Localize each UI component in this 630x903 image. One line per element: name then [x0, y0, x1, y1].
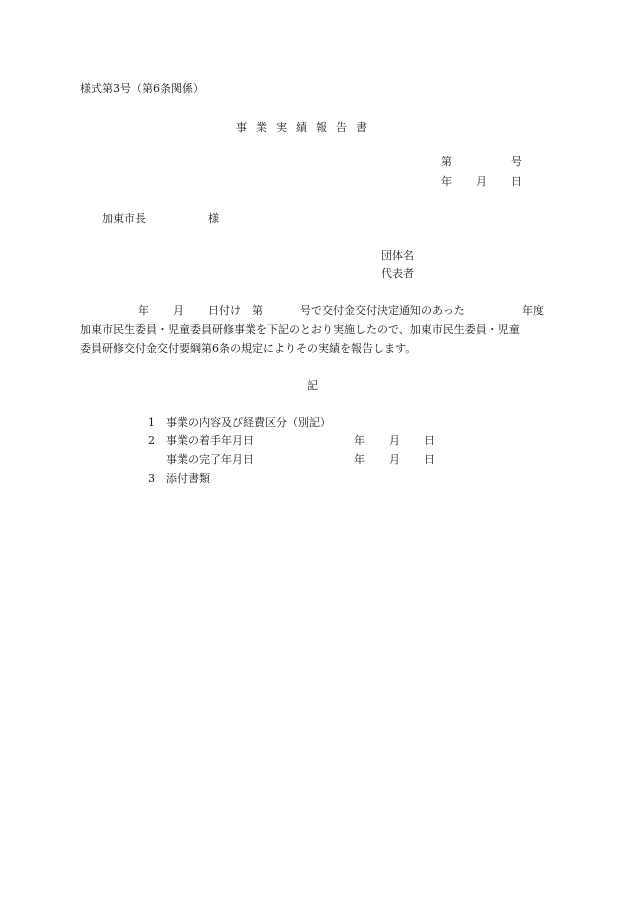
body-line-2: 加東市民生委員・児童委員研修事業を下記のとおり実施したので、加東市民生委員・児童	[80, 323, 520, 336]
title-char: 事	[236, 121, 247, 134]
sender-representative: 代表者	[381, 267, 414, 280]
date-day: 日	[511, 175, 522, 188]
item-day: 日	[424, 453, 435, 466]
addressee-name: 加東市長	[102, 212, 146, 225]
item-year: 年	[354, 453, 365, 466]
item-year: 年	[354, 434, 365, 447]
title-char: 業	[256, 121, 267, 134]
item-number: 3	[148, 472, 155, 485]
item-day: 日	[424, 434, 435, 447]
item-label: 事業の完了年月日	[166, 453, 254, 466]
body-year: 年	[138, 304, 149, 317]
title-char: 報	[316, 121, 327, 134]
sender-group: 団体名	[381, 249, 414, 262]
date-month: 月	[476, 175, 487, 188]
body-notice-text: 号で交付金交付決定通知のあった	[300, 304, 465, 317]
number-prefix: 第	[441, 155, 452, 168]
item-number: 1	[148, 416, 155, 429]
addressee-honorific: 様	[208, 212, 219, 225]
title-char: 実	[276, 121, 287, 134]
body-fiscal-year: 年度	[522, 304, 544, 317]
item-month: 月	[389, 434, 400, 447]
item-label: 事業の内容及び経費区分（別記）	[166, 416, 331, 429]
item-month: 月	[389, 453, 400, 466]
body-month: 月	[173, 304, 184, 317]
number-suffix: 号	[511, 155, 522, 168]
title-char: 告	[336, 121, 347, 134]
item-label: 添付書類	[166, 472, 210, 485]
item-number: 2	[148, 434, 155, 447]
ki-heading: 記	[307, 379, 318, 392]
document-title	[236, 121, 367, 135]
body-day-dai: 日付け 第	[208, 304, 263, 317]
item-label: 事業の着手年月日	[166, 434, 254, 447]
title-char: 書	[356, 121, 367, 134]
form-label: 様式第3号（第6条関係）	[80, 82, 204, 95]
title-char: 績	[296, 121, 307, 134]
date-year: 年	[441, 175, 452, 188]
body-line-3: 委員研修交付金交付要綱第6条の規定によりその実績を報告します。	[80, 342, 417, 355]
